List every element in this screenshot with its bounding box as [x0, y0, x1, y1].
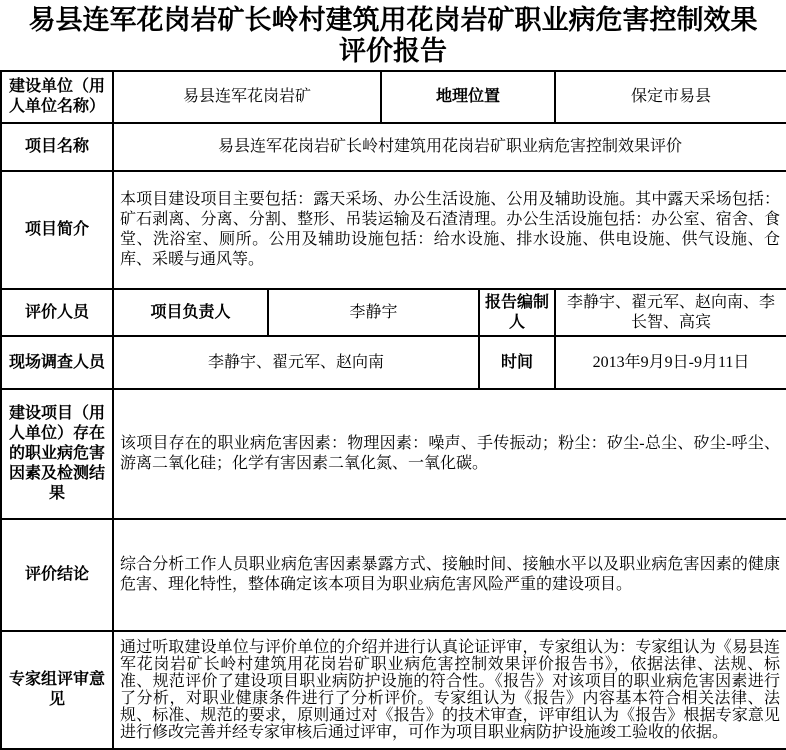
- report-compilers-label: 报告编制人: [479, 289, 555, 336]
- row-project-intro: [1, 171, 786, 289]
- expert-opinion-value: 通过听取建设单位与评价单位的介绍并进行认真论证评审，专家组认为：专家组认为《易县连军花岗岩矿长岭村建筑用花岗岩矿职业病危害控制效果评价报告书》，依据法律、法规、标准、规范评价了建设项目职业病防护设施的符合性。《报告》对该项目的职业病危害因素进行了分析，对职业健康条件进行了分析评价。专家组认为《报告》内容基本符合相关法律、法规、标准、规范的要求，原则通过对《报告》的技术审查，评审组认为《报告》根据专家意见进行修改完善并经专家审核后通过评审，可作为项目职业病防护设施竣工验收的依据。: [113, 631, 786, 749]
- conclusion-value: 综合分析工作人员职业病危害因素暴露方式、接触时间、接触水平以及职业病危害因素的健康危害、理化特性，整体确定该本项目为职业病危害风险严重的建设项目。: [113, 519, 786, 631]
- report-title: 易县连军花岗岩矿长岭村建筑用花岗岩矿职业病危害控制效果评价报告: [28, 5, 758, 66]
- row-construction-unit: [1, 71, 786, 123]
- hazards-label: 建设项目（用人单位）存在的职业病危害因素及检测结果: [1, 389, 113, 519]
- project-name-value: 易县连军花岗岩矿长岭村建筑用花岗岩矿职业病危害控制效果评价: [113, 123, 786, 171]
- report-compilers-value: 李静宇、翟元军、赵向南、李长智、高宾: [555, 289, 786, 336]
- row-site-survey: [1, 336, 786, 389]
- location-value: 保定市易县: [555, 71, 786, 123]
- project-leader-value: 李静宇: [268, 289, 479, 336]
- location-label: 地理位置: [381, 71, 555, 123]
- report-table: [0, 70, 786, 750]
- conclusion-label: 评价结论: [1, 519, 113, 631]
- project-name-label: 项目名称: [1, 123, 113, 171]
- site-survey-value: 李静宇、翟元军、赵向南: [113, 336, 479, 389]
- project-intro-value: 本项目建设项目主要包括：露天采场、办公生活设施、公用及辅助设施。其中露天采场包括：矿石剥离、分离、分割、整形、吊装运输及石渣清理。办公生活设施包括：办公室、宿舍、食堂、洗浴室、厕所。公用及辅助设施包括：给水设施、排水设施、供电设施、供气设施、仓库、采暖与通风等。: [113, 171, 786, 289]
- construction-unit-label: 建设单位（用人单位名称）: [1, 71, 113, 123]
- row-evaluators: [1, 289, 786, 336]
- row-project-name: [1, 123, 786, 171]
- expert-opinion-label: 专家组评审意见: [1, 631, 113, 749]
- row-conclusion: [1, 519, 786, 631]
- hazards-value: 该项目存在的职业病危害因素：物理因素：噪声、手传振动；粉尘：矽尘-总尘、矽尘-呼尘、游离二氧化硅；化学有害因素二氧化氮、一氧化碳。: [113, 389, 786, 519]
- construction-unit-value: 易县连军花岗岩矿: [113, 71, 381, 123]
- row-hazards: [1, 389, 786, 519]
- site-survey-label: 现场调查人员: [1, 336, 113, 389]
- evaluators-label: 评价人员: [1, 289, 113, 336]
- row-expert-opinion: [1, 631, 786, 749]
- survey-time-value: 2013年9月9日-9月11日: [555, 336, 786, 389]
- project-leader-label: 项目负责人: [113, 289, 268, 336]
- project-intro-label: 项目简介: [1, 171, 113, 289]
- survey-time-label: 时间: [479, 336, 555, 389]
